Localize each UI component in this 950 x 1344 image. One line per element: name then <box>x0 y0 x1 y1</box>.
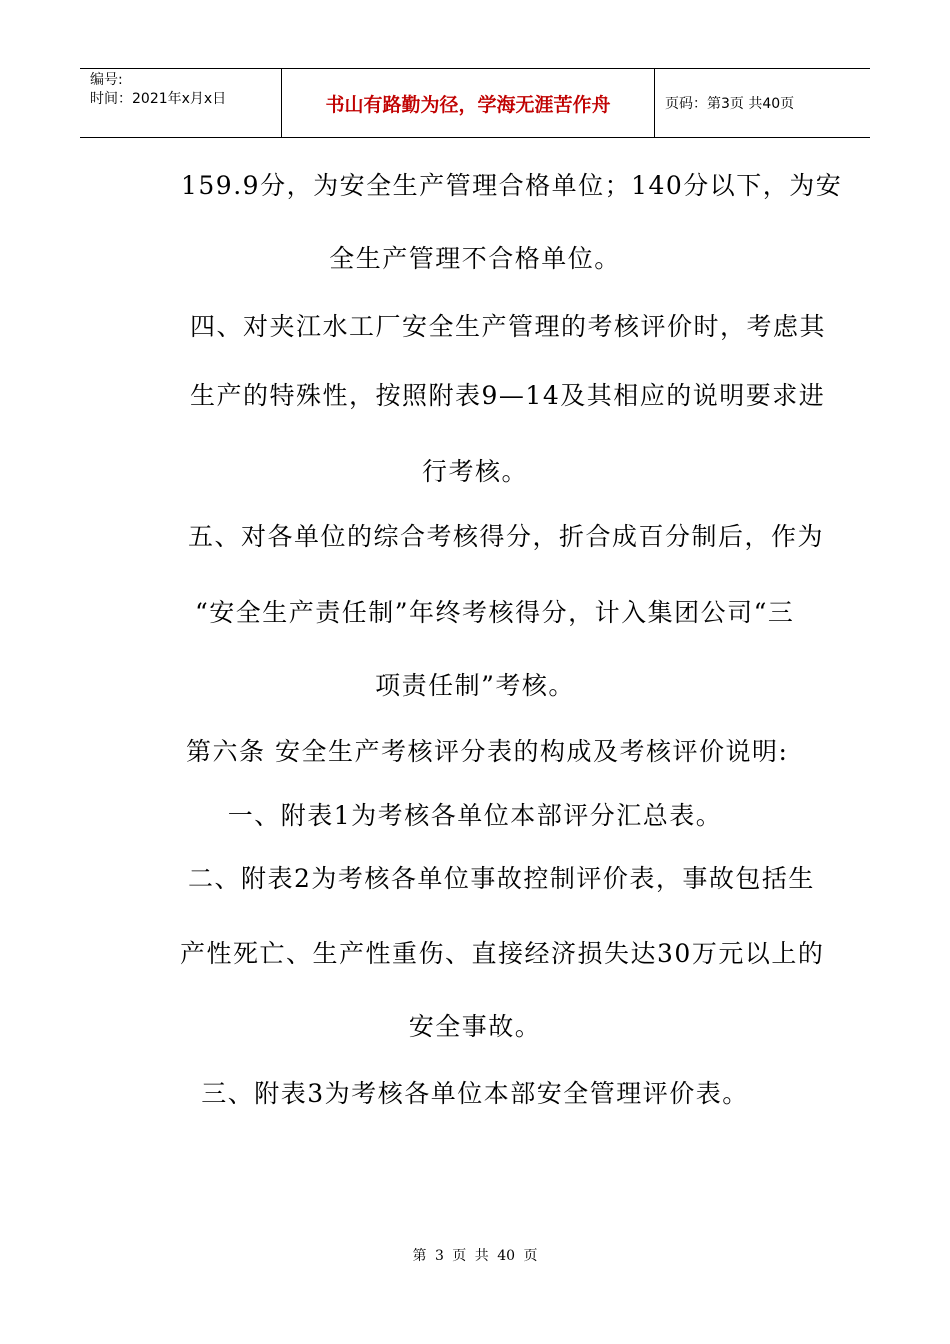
body-line-11: 二、附表2为考核各单位事故控制评价表，事故包括生 <box>188 864 815 893</box>
body-line-8: 项责任制”考核。 <box>375 671 575 700</box>
header-meta <box>80 69 282 137</box>
body-line-3: 四、对夹江水工厂安全生产管理的考核评价时，考虑其 <box>190 312 827 341</box>
body-line-4: 生产的特殊性，按照附表9—14及其相应的说明要求进 <box>190 381 826 410</box>
body-line-7: “安全生产责任制”年终考核得分，计入集团公司“三 <box>195 598 795 627</box>
body-line-14: 三、附表3为考核各单位本部安全管理评价表。 <box>201 1079 749 1108</box>
header-page-info: 页码：第3页 共40页 <box>665 96 795 112</box>
body-line-12: 产性死亡、生产性重伤、直接经济损失达30万元以上的 <box>180 939 825 968</box>
document-number-label: 编号: <box>90 72 123 88</box>
body-line-5: 行考核。 <box>421 457 528 486</box>
header-motto: 书山有路勤为径，学海无涯苦作舟 <box>282 69 655 137</box>
body-line-2: 全生产管理不合格单位。 <box>329 244 621 273</box>
body-line-10: 一、附表1为考核各单位本部评分汇总表。 <box>227 801 723 830</box>
page-footer: 第 3 页 共 40 页 <box>412 1248 538 1264</box>
body-line-1: 159.9分，为安全生产管理合格单位；140分以下，为安 <box>181 171 843 200</box>
page-header <box>80 68 870 138</box>
document-time-label: 时间：2021年x月x日 <box>90 91 227 107</box>
body-line-6: 五、对各单位的综合考核得分，折合成百分制后，作为 <box>188 522 825 551</box>
body-line-13: 安全事故。 <box>408 1012 542 1041</box>
body-line-9: 第六条 安全生产考核评分表的构成及考核评价说明: <box>186 737 789 766</box>
